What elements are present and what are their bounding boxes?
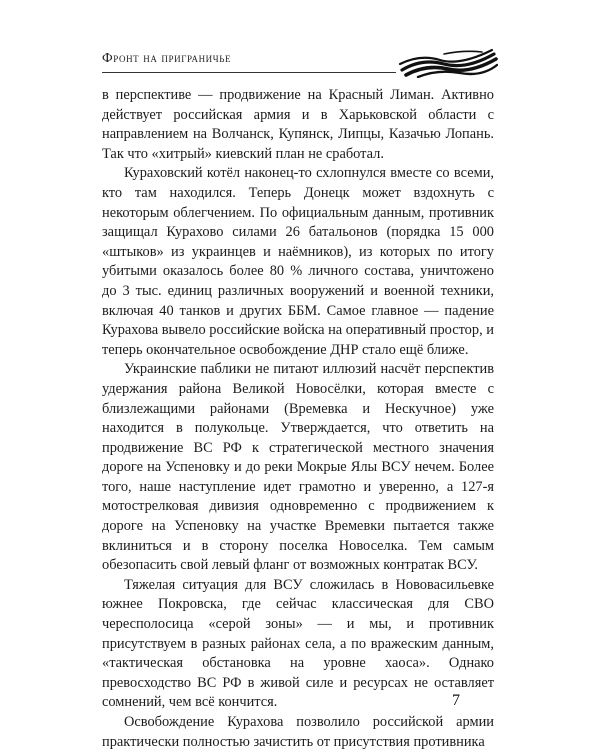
ribbon-stripes-icon [398, 48, 498, 78]
paragraph-5: Освобождение Курахова позволило российской армии практически полностью зачистить от присутствия противника [102, 714, 494, 750]
header-rule [102, 72, 396, 73]
paragraph-4: Тяжелая ситуация для ВСУ сложилась в Нововасильевке южнее Покровска, где сейчас классическая для СВО чересполосица «серой зоны» — и мы, и противник присутствуем в разных районах села, а по вражеским данным, «тактическая обстановка на уровне хаоса». Однако превосходство ВС РФ в живой силе и ресурсах не оставляет сомнений, чем всё кончится. [102, 576, 494, 711]
running-header [102, 42, 498, 82]
body-text [102, 86, 494, 752]
running-header-title: Фронт на приграничье [102, 50, 232, 65]
paragraph-1: в перспективе — продвижение на Красный Лиман. Активно действует российская армия и в Харьковской области с направлением на Волчанск, Купянск, Липцы, Казачью Лопань. Так что «хитрый» киевский план не сработал. [102, 87, 494, 162]
page-number: 7 [452, 692, 460, 709]
paragraph-2: Кураховский котёл наконец-то схлопнулся вместе со всеми, кто там находился. Теперь Донецк может вздохнуть с некоторым облегчением. По официальным данным, противник защищал Курахово силами 26 батальонов (порядка 15 000 «штыков» из украинцев и наёмников), из которых по итогу убитыми оказалось более 80 % личного состава, уничтожено до 3 тыс. единиц различных вооружений и военной техники, включая 40 танков и других ББМ. Самое главное — падение Курахова вывело российские войска на оперативный простор, и теперь окончательное освобождение ДНР стало ещё ближе. [102, 165, 494, 358]
paragraph-3: Украинские паблики не питают иллюзий насчёт перспектив удержания района Великой Новосёлки, которая вместе с близлежащими районами (Времевка и Нескучное) уже находится в полукольце. Утверждается, что ответить на продвижение ВС РФ к стратегической местного значения дороге на Успеновку и до реки Мокрые Ялы ВСУ нечем. Более того, наше наступление идет грамотно и уверенно, а 127-я мотострелковая дивизия одновременно с продвижением к дороге на Успеновку на участке Времевки пытается также вклиниться и в сторону поселка Новоселка. Тем самым обезопасить свой левый фланг от возможных контратак ВСУ. [102, 361, 494, 574]
